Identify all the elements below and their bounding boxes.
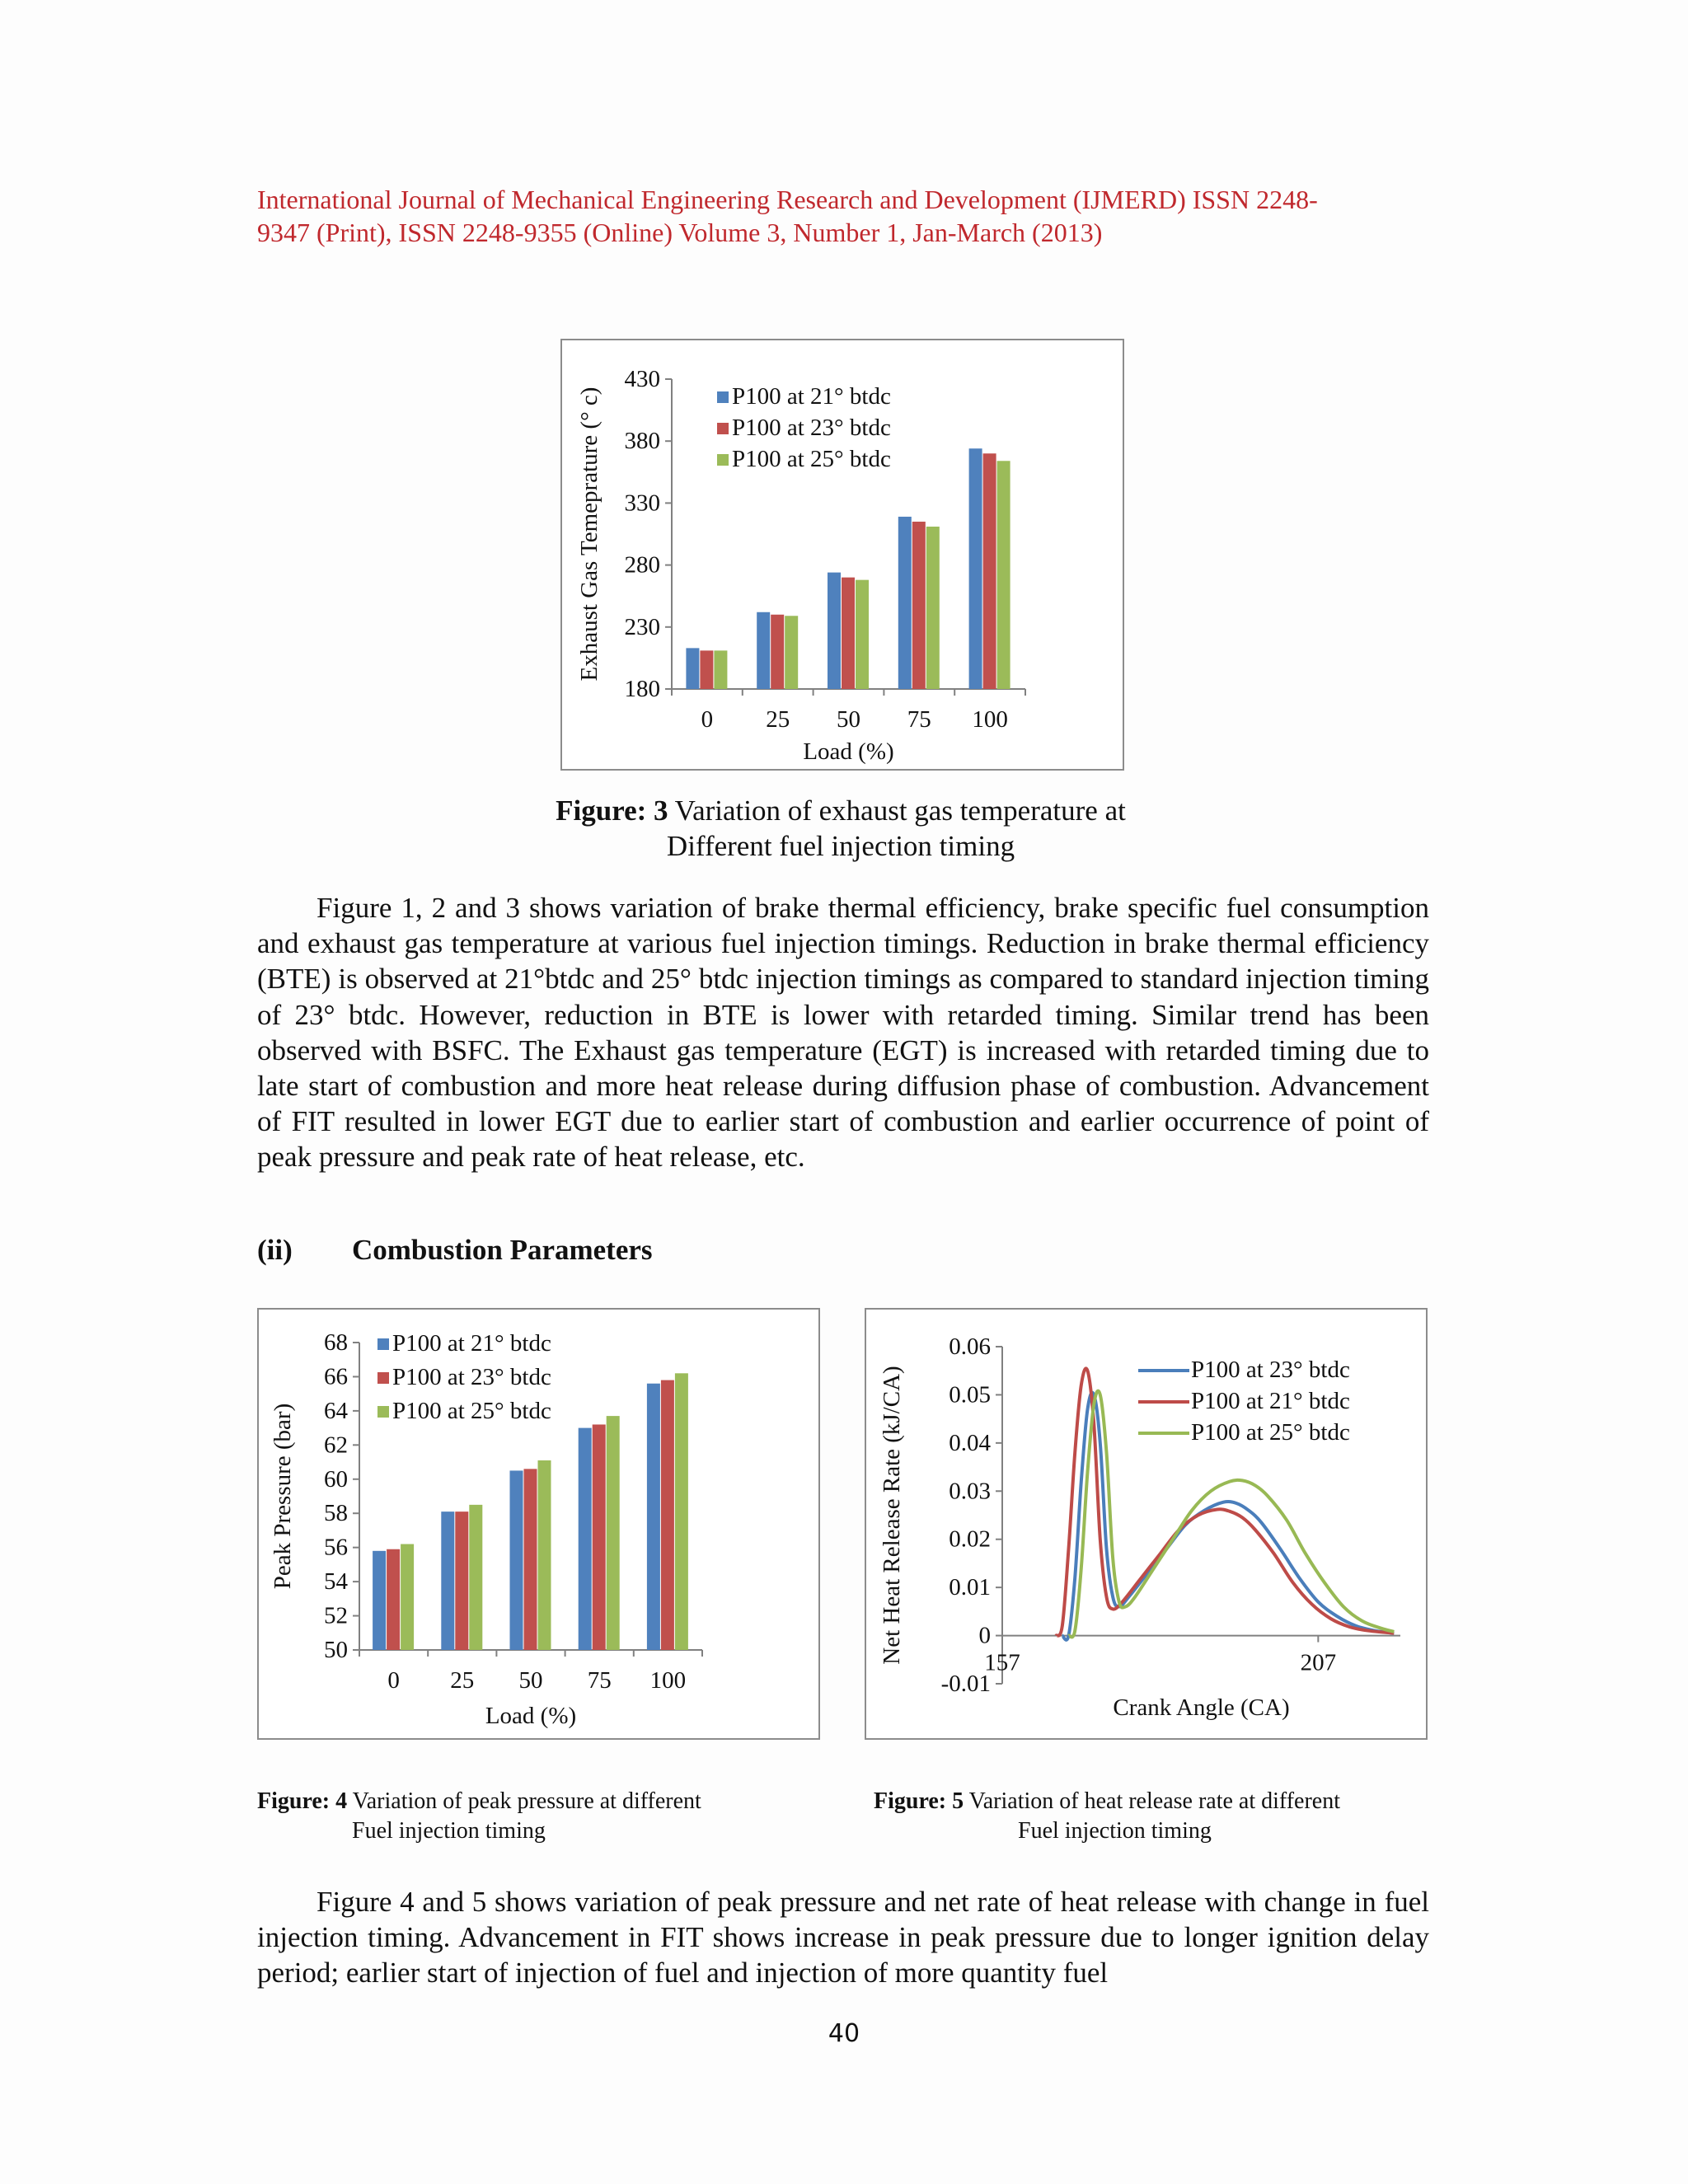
fig3-x-tick-label: 25 <box>766 706 790 733</box>
fig4-bar <box>524 1469 537 1650</box>
fig3-legend-label: P100 at 25° btdc <box>732 446 891 472</box>
fig4-legend-label: P100 at 23° btdc <box>392 1364 551 1390</box>
fig4-bar <box>510 1470 523 1650</box>
fig4-bar <box>469 1505 482 1650</box>
fig4-y-tick-label: 52 <box>324 1602 348 1629</box>
fig4-y-tick-label: 64 <box>324 1397 348 1424</box>
figure-3-caption-label: Figure: 3 <box>556 794 668 827</box>
figure-5-svg <box>866 1310 1426 1738</box>
paragraph-2 <box>257 1884 1429 1991</box>
figure-5-caption-line2: Fuel injection timing <box>1018 1818 1212 1844</box>
fig4-bar <box>387 1549 400 1650</box>
fig4-bar <box>441 1511 454 1650</box>
fig3-x-tick-label: 50 <box>837 706 860 733</box>
fig3-bar <box>842 578 855 689</box>
fig5-y-tick-label: 0.06 <box>949 1333 991 1360</box>
fig4-bar <box>607 1416 620 1650</box>
fig5-y-tick-label: 0.05 <box>949 1381 991 1408</box>
fig3-bar <box>757 612 770 689</box>
section-title: Combustion Parameters <box>352 1234 653 1266</box>
journal-header <box>257 183 1436 249</box>
fig3-bar <box>983 453 996 689</box>
fig3-legend-label: P100 at 23° btdc <box>732 415 891 441</box>
figure-5-caption-label: Figure: 5 <box>874 1788 964 1814</box>
figure-3-caption-line2: Different fuel injection timing <box>666 830 1015 862</box>
fig4-legend-swatch <box>377 1372 389 1384</box>
fig4-bar <box>373 1551 386 1650</box>
fig4-bar <box>455 1511 468 1650</box>
fig4-y-tick-label: 60 <box>324 1465 348 1493</box>
fig4-bar <box>593 1424 606 1650</box>
figure-4-svg <box>259 1310 818 1738</box>
fig4-y-tick-label: 66 <box>324 1363 348 1390</box>
fig3-bar <box>926 527 940 689</box>
figure-4-chart <box>257 1308 820 1740</box>
fig4-bar <box>401 1544 414 1650</box>
fig5-y-tick-label: 0.02 <box>949 1526 991 1553</box>
section-number: (ii) <box>257 1234 293 1266</box>
fig5-y-tick-label: 0.04 <box>949 1429 991 1456</box>
fig3-y-tick-label: 280 <box>624 551 660 579</box>
paragraph-1 <box>257 890 1429 1175</box>
header-line-2: 9347 (Print), ISSN 2248-9355 (Online) Volume 3, Number 1, Jan-March (2013) <box>257 218 1103 247</box>
figure-5-chart <box>865 1308 1428 1740</box>
fig5-y-tick-label: 0.03 <box>949 1478 991 1505</box>
section-heading <box>257 1234 653 1267</box>
fig4-bar <box>675 1373 688 1650</box>
fig5-legend-label: P100 at 21° btdc <box>1191 1388 1350 1414</box>
fig5-x-axis-label: Crank Angle (CA) <box>1113 1694 1290 1721</box>
paragraph-1-text: Figure 1, 2 and 3 shows variation of brake thermal efficiency, brake specific fuel consumption and exhaust gas temperature at various fuel injection timings. Reduction in brake thermal efficiency (BTE) is observed at 21°btdc and 25° btdc injection timings as compared to standard injection timing of 23° btdc. However, reduction in BTE is lower with retarded timing. Similar trend has been observed with BSFC. The Exhaust gas temperature (EGT) is increased with retarded timing due to late start of combustion and more heat release during diffusion phase of combustion. Advancement of FIT resulted in lower EGT due to earlier start of combustion and earlier occurrence of point of peak pressure and peak rate of heat release, etc. <box>257 892 1429 1174</box>
fig3-legend-swatch <box>717 454 729 466</box>
fig5-x-tick-label: 207 <box>1300 1649 1337 1676</box>
fig4-bar <box>647 1384 660 1650</box>
fig3-y-tick-label: 230 <box>624 613 660 640</box>
fig4-y-tick-label: 68 <box>324 1329 348 1356</box>
figure-4-caption-text: Variation of peak pressure at different <box>347 1788 701 1814</box>
fig4-x-tick-label: 0 <box>387 1667 400 1694</box>
fig3-bar <box>997 461 1010 689</box>
figure-5-caption-text: Variation of heat release rate at different <box>964 1788 1340 1814</box>
fig3-bar <box>771 615 784 689</box>
fig5-legend-label: P100 at 23° btdc <box>1191 1357 1350 1383</box>
fig4-y-tick-label: 54 <box>324 1568 348 1596</box>
fig3-bar <box>700 650 713 689</box>
fig4-y-tick-label: 50 <box>324 1637 348 1663</box>
fig4-bar <box>661 1380 674 1650</box>
fig3-x-tick-label: 75 <box>907 706 931 733</box>
fig3-y-tick-label: 380 <box>624 428 660 455</box>
fig3-bar <box>969 448 982 689</box>
paragraph-2-text: Figure 4 and 5 shows variation of peak pressure and net rate of heat release with change in fuel injection timing. Advancement in FIT shows increase in peak pressure due to longer ignition delay period; earlier start of injection of fuel and injection of more quantity fuel <box>257 1886 1429 1990</box>
fig4-bar <box>579 1428 592 1650</box>
fig4-x-axis-label: Load (%) <box>485 1703 577 1729</box>
fig5-x-tick-label: 157 <box>984 1649 1020 1676</box>
fig4-y-tick-label: 56 <box>324 1534 348 1561</box>
fig3-x-tick-label: 100 <box>972 706 1008 733</box>
fig4-x-tick-label: 100 <box>649 1667 687 1694</box>
fig3-bar <box>714 650 727 689</box>
fig4-y-tick-label: 62 <box>324 1432 348 1459</box>
fig3-bar <box>785 616 798 689</box>
fig3-legend-label: P100 at 21° btdc <box>732 383 891 410</box>
figure-4-caption-label: Figure: 4 <box>257 1788 348 1814</box>
fig3-y-tick-label: 330 <box>624 490 660 517</box>
fig4-legend-swatch <box>377 1338 389 1350</box>
fig5-y-tick-label: 0 <box>978 1622 991 1649</box>
fig5-y-tick-label: -0.01 <box>940 1671 991 1697</box>
fig4-y-axis-label: Peak Pressure (bar) <box>270 1403 296 1590</box>
page-number: 40 <box>828 2019 860 2048</box>
fig4-bar <box>538 1460 551 1650</box>
figure-5-caption <box>874 1787 1434 1846</box>
figure-3-svg <box>562 340 1123 769</box>
figure-3-chart <box>560 339 1124 771</box>
fig4-legend-label: P100 at 25° btdc <box>392 1398 551 1424</box>
figure-3-caption-text: Variation of exhaust gas temperature at <box>668 794 1126 827</box>
fig4-legend-swatch <box>377 1406 389 1418</box>
figure-4-caption <box>257 1787 785 1846</box>
fig3-legend-swatch <box>717 423 729 434</box>
fig3-bar <box>828 573 841 689</box>
fig5-y-tick-label: 0.01 <box>949 1574 991 1601</box>
fig3-y-tick-label: 180 <box>624 676 660 702</box>
fig4-x-tick-label: 75 <box>587 1667 612 1694</box>
fig4-legend-label: P100 at 21° btdc <box>392 1330 551 1357</box>
fig3-bar <box>856 580 869 689</box>
fig3-x-tick-label: 0 <box>701 706 714 733</box>
fig3-y-tick-label: 430 <box>624 366 660 392</box>
fig3-bar <box>898 517 912 689</box>
fig3-bar <box>686 648 699 689</box>
fig4-x-tick-label: 50 <box>518 1667 543 1694</box>
fig5-y-axis-label: Net Heat Release Rate (kJ/CA) <box>879 1366 905 1665</box>
figure-3-caption <box>445 793 1236 864</box>
fig3-bar <box>912 522 926 689</box>
figure-4-caption-line2: Fuel injection timing <box>352 1818 546 1844</box>
fig3-legend-swatch <box>717 391 729 403</box>
fig4-y-tick-label: 58 <box>324 1500 348 1527</box>
fig3-y-axis-label: Exhaust Gas Temeprature (° c) <box>576 387 603 682</box>
fig5-legend-label: P100 at 25° btdc <box>1191 1419 1350 1446</box>
header-line-1: International Journal of Mechanical Engineering Research and Development (IJMERD) ISSN 2248- <box>257 185 1318 214</box>
fig3-x-axis-label: Load (%) <box>803 738 894 765</box>
fig4-x-tick-label: 25 <box>450 1667 475 1694</box>
